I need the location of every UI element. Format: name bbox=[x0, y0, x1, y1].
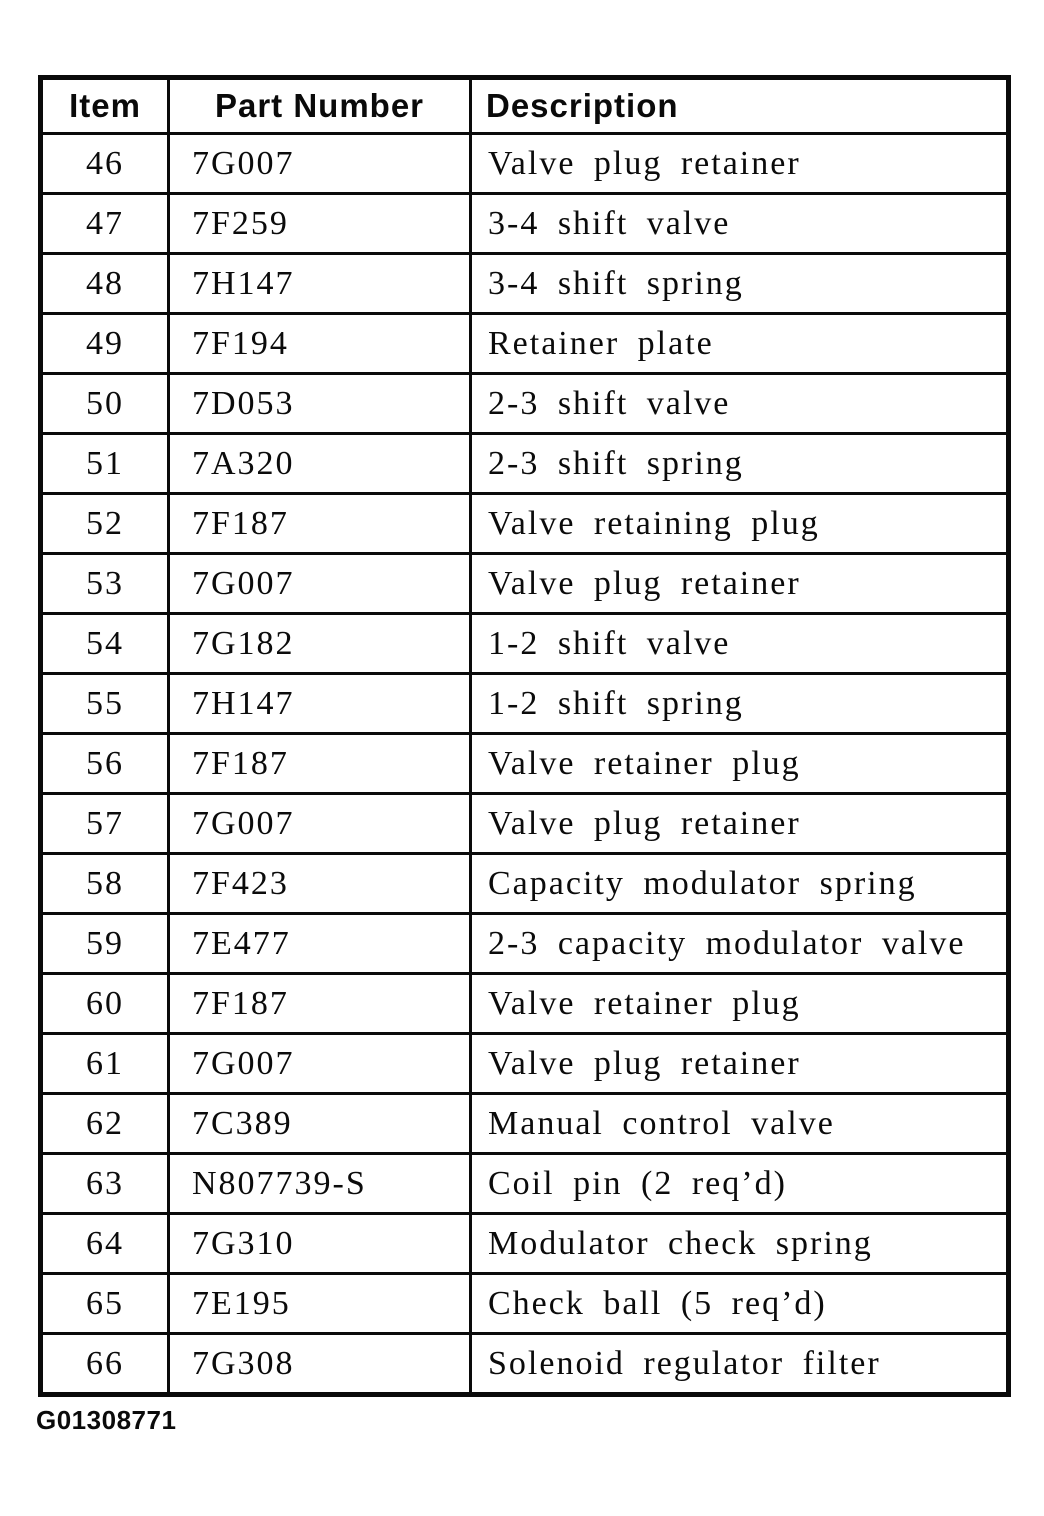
table-row bbox=[41, 1274, 1009, 1334]
part-number-cell: 7E195 bbox=[169, 1274, 471, 1334]
description-cell: Coil pin (2 req’d) bbox=[471, 1154, 1009, 1214]
item-cell: 47 bbox=[41, 194, 169, 254]
item-cell: 48 bbox=[41, 254, 169, 314]
part-number-cell: 7F259 bbox=[169, 194, 471, 254]
part-number-cell: 7F187 bbox=[169, 974, 471, 1034]
table-row bbox=[41, 1214, 1009, 1274]
part-number-cell: 7F423 bbox=[169, 854, 471, 914]
table-row bbox=[41, 794, 1009, 854]
part-number-cell: 7G007 bbox=[169, 794, 471, 854]
part-number-cell: 7H147 bbox=[169, 254, 471, 314]
table-row bbox=[41, 1334, 1009, 1395]
item-cell: 66 bbox=[41, 1334, 169, 1395]
item-cell: 61 bbox=[41, 1034, 169, 1094]
part-number-cell: 7G308 bbox=[169, 1334, 471, 1395]
table-row bbox=[41, 494, 1009, 554]
item-cell: 49 bbox=[41, 314, 169, 374]
table-row bbox=[41, 374, 1009, 434]
item-cell: 52 bbox=[41, 494, 169, 554]
parts-table bbox=[38, 75, 1011, 1397]
part-number-cell: 7F187 bbox=[169, 734, 471, 794]
part-number-cell: 7A320 bbox=[169, 434, 471, 494]
table-row bbox=[41, 674, 1009, 734]
item-cell: 60 bbox=[41, 974, 169, 1034]
part-number-cell: 7F187 bbox=[169, 494, 471, 554]
item-cell: 50 bbox=[41, 374, 169, 434]
part-number-cell: 7D053 bbox=[169, 374, 471, 434]
item-cell: 55 bbox=[41, 674, 169, 734]
description-cell: Check ball (5 req’d) bbox=[471, 1274, 1009, 1334]
item-cell: 56 bbox=[41, 734, 169, 794]
description-cell: Capacity modulator spring bbox=[471, 854, 1009, 914]
description-cell: Valve plug retainer bbox=[471, 134, 1009, 194]
table-row bbox=[41, 434, 1009, 494]
part-number-cell: 7H147 bbox=[169, 674, 471, 734]
item-cell: 51 bbox=[41, 434, 169, 494]
table-row bbox=[41, 1034, 1009, 1094]
description-cell: 2-3 capacity modulator valve bbox=[471, 914, 1009, 974]
description-cell: Manual control valve bbox=[471, 1094, 1009, 1154]
table-row bbox=[41, 254, 1009, 314]
table-row bbox=[41, 974, 1009, 1034]
figure-code-label: G01308771 bbox=[36, 1405, 177, 1435]
header-description: Description bbox=[471, 78, 1009, 134]
item-cell: 54 bbox=[41, 614, 169, 674]
header-part-number: Part Number bbox=[169, 78, 471, 134]
description-cell: 2-3 shift valve bbox=[471, 374, 1009, 434]
table-row bbox=[41, 614, 1009, 674]
table-header-row bbox=[41, 78, 1009, 134]
description-cell: 1-2 shift spring bbox=[471, 674, 1009, 734]
part-number-cell: 7G007 bbox=[169, 1034, 471, 1094]
table-row bbox=[41, 554, 1009, 614]
part-number-cell: 7E477 bbox=[169, 914, 471, 974]
description-cell: Retainer plate bbox=[471, 314, 1009, 374]
table-row bbox=[41, 734, 1009, 794]
description-cell: Valve plug retainer bbox=[471, 794, 1009, 854]
part-number-cell: 7G310 bbox=[169, 1214, 471, 1274]
table-row bbox=[41, 914, 1009, 974]
table-row bbox=[41, 1094, 1009, 1154]
item-cell: 63 bbox=[41, 1154, 169, 1214]
description-cell: Valve retainer plug bbox=[471, 734, 1009, 794]
description-cell: Valve plug retainer bbox=[471, 1034, 1009, 1094]
description-cell: 3-4 shift spring bbox=[471, 254, 1009, 314]
description-cell: 3-4 shift valve bbox=[471, 194, 1009, 254]
part-number-cell: 7F194 bbox=[169, 314, 471, 374]
item-cell: 59 bbox=[41, 914, 169, 974]
part-number-cell: N807739-S bbox=[169, 1154, 471, 1214]
description-cell: Modulator check spring bbox=[471, 1214, 1009, 1274]
table-row bbox=[41, 134, 1009, 194]
item-cell: 62 bbox=[41, 1094, 169, 1154]
item-cell: 58 bbox=[41, 854, 169, 914]
part-number-cell: 7G007 bbox=[169, 554, 471, 614]
description-cell: Valve plug retainer bbox=[471, 554, 1009, 614]
description-cell: 2-3 shift spring bbox=[471, 434, 1009, 494]
part-number-cell: 7G182 bbox=[169, 614, 471, 674]
description-cell: 1-2 shift valve bbox=[471, 614, 1009, 674]
item-cell: 46 bbox=[41, 134, 169, 194]
description-cell: Solenoid regulator filter bbox=[471, 1334, 1009, 1395]
header-item: Item bbox=[41, 78, 169, 134]
table-row bbox=[41, 314, 1009, 374]
item-cell: 64 bbox=[41, 1214, 169, 1274]
description-cell: Valve retainer plug bbox=[471, 974, 1009, 1034]
item-cell: 65 bbox=[41, 1274, 169, 1334]
table-row bbox=[41, 854, 1009, 914]
table-row bbox=[41, 1154, 1009, 1214]
table-row bbox=[41, 194, 1009, 254]
item-cell: 57 bbox=[41, 794, 169, 854]
description-cell: Valve retaining plug bbox=[471, 494, 1009, 554]
table-body bbox=[41, 134, 1009, 1395]
part-number-cell: 7G007 bbox=[169, 134, 471, 194]
item-cell: 53 bbox=[41, 554, 169, 614]
part-number-cell: 7C389 bbox=[169, 1094, 471, 1154]
